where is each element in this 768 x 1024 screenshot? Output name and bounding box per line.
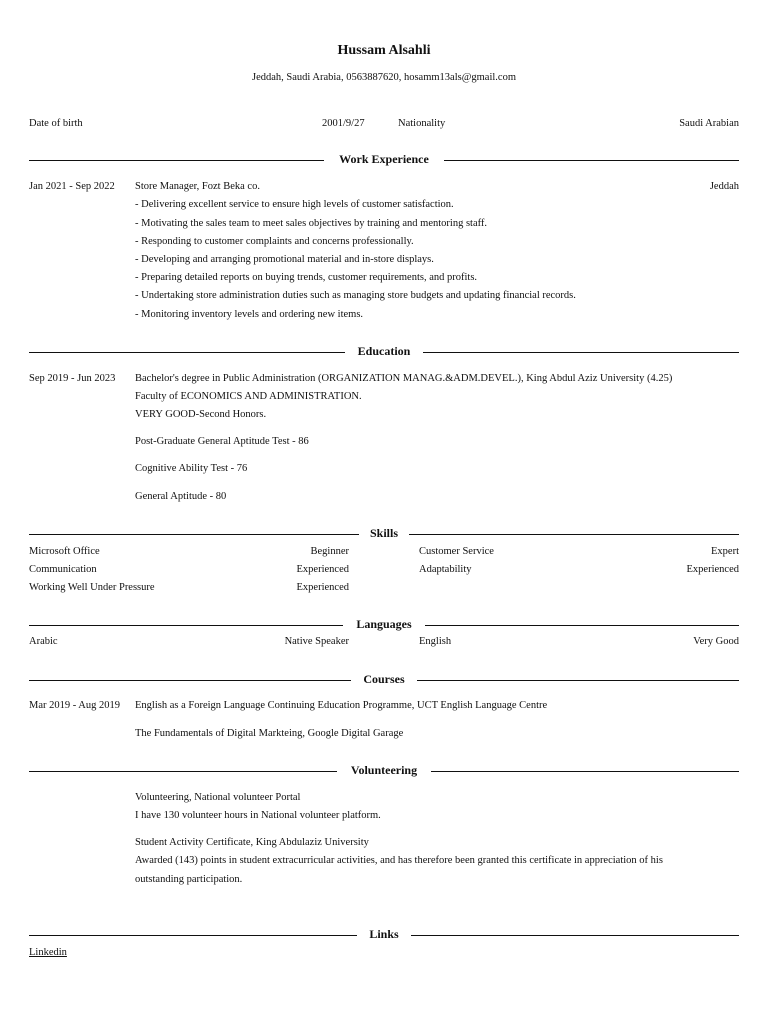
work-bullet: - Motivating the sales team to meet sales objectives by training and mentoring staff. (135, 217, 488, 229)
section-divider (423, 352, 739, 353)
skill-name: Customer Service (419, 546, 494, 557)
work-bullet: - Preparing detailed reports on buying trends, customer requirements, and profits. (135, 271, 478, 283)
skills-heading: Skills (369, 526, 399, 540)
candidate-name: Hussam Alsahli (337, 43, 431, 58)
skill-level: Expert (711, 546, 739, 557)
section-divider (29, 160, 324, 161)
section-divider (29, 534, 359, 535)
section-divider (29, 771, 337, 772)
section-divider (29, 625, 343, 626)
skill-name: Adaptability (419, 564, 472, 575)
work-date: Jan 2021 - Sep 2022 (29, 181, 115, 192)
languages-heading: Languages (356, 617, 412, 631)
linkedin-link[interactable]: Linkedin (29, 947, 67, 958)
work-bullet: - Monitoring inventory levels and ordering new items. (135, 309, 364, 320)
skill-name: Communication (29, 564, 97, 575)
work-role: Store Manager, Fozt Beka co. (135, 181, 260, 192)
skill-name: Working Well Under Pressure (29, 582, 155, 593)
language-name: English (419, 636, 452, 647)
section-divider (409, 534, 739, 535)
education-heading: Education (357, 344, 411, 358)
volunteer-description: I have 130 volunteer hours in National volunteer platform. (135, 810, 381, 821)
courses-heading: Courses (363, 672, 405, 686)
volunteer-heading: Volunteering, National volunteer Portal (135, 792, 301, 803)
course-date: Mar 2019 - Aug 2019 (29, 700, 120, 711)
work-bullet: - Developing and arranging promotional material and in-store displays. (135, 253, 434, 265)
contact-info: Jeddah, Saudi Arabia, 0563887620, hosamm13als@gmail.com (252, 72, 516, 83)
language-level: Native Speaker (284, 636, 349, 647)
education-test: General Aptitude - 80 (135, 490, 227, 502)
volunteering-heading: Volunteering (350, 763, 418, 777)
dob-label: Date of birth (29, 118, 83, 129)
section-divider (444, 160, 739, 161)
education-honors: VERY GOOD-Second Honors. (135, 409, 267, 420)
education-date: Sep 2019 - Jun 2023 (29, 373, 116, 384)
education-test: Cognitive Ability Test - 76 (135, 463, 248, 474)
section-divider (417, 680, 739, 681)
education-test: Post-Graduate General Aptitude Test - 86 (135, 436, 309, 447)
links-heading: Links (369, 927, 399, 941)
nationality-value: Saudi Arabian (679, 118, 739, 129)
section-divider (431, 771, 739, 772)
education-degree: Bachelor's degree in Public Administration (ORGANIZATION MANAG.&ADM.DEVEL.), King Abdul Aziz University (4.25) (135, 373, 673, 384)
section-divider (425, 625, 739, 626)
language-level: Very Good (693, 636, 739, 647)
section-divider (29, 935, 357, 936)
section-divider (29, 352, 345, 353)
education-faculty: Faculty of ECONOMICS AND ADMINISTRATION. (135, 391, 362, 402)
section-divider (411, 935, 739, 936)
skill-level: Beginner (310, 546, 349, 557)
nationality-label: Nationality (398, 118, 446, 129)
skill-level: Experienced (296, 582, 349, 593)
work-bullet: - Undertaking store administration duties such as managing store budgets and updating financial records. (135, 290, 576, 301)
section-divider (29, 680, 351, 681)
volunteer-heading: Student Activity Certificate, King Abdulaziz University (135, 837, 369, 848)
dob-value: 2001/9/27 (322, 118, 365, 129)
volunteer-description: Awarded (143) points in student extracurricular activities, and has therefore been granted this certificate in appreciation of his (135, 855, 663, 866)
language-name: Arabic (29, 636, 58, 647)
work-bullet: - Responding to customer complaints and concerns professionally. (135, 235, 414, 247)
skill-name: Microsoft Office (29, 546, 100, 557)
work-bullet: - Delivering excellent service to ensure high levels of customer satisfaction. (135, 199, 454, 210)
work-location: Jeddah (709, 181, 739, 192)
course-item: The Fundamentals of Digital Markteing, Google Digital Garage (135, 728, 404, 739)
skill-level: Experienced (686, 564, 739, 575)
volunteer-description: outstanding participation. (135, 874, 243, 885)
work-experience-heading: Work Experience (339, 152, 429, 166)
skill-level: Experienced (296, 564, 349, 575)
course-item: English as a Foreign Language Continuing Education Programme, UCT English Language Centre (135, 700, 548, 711)
